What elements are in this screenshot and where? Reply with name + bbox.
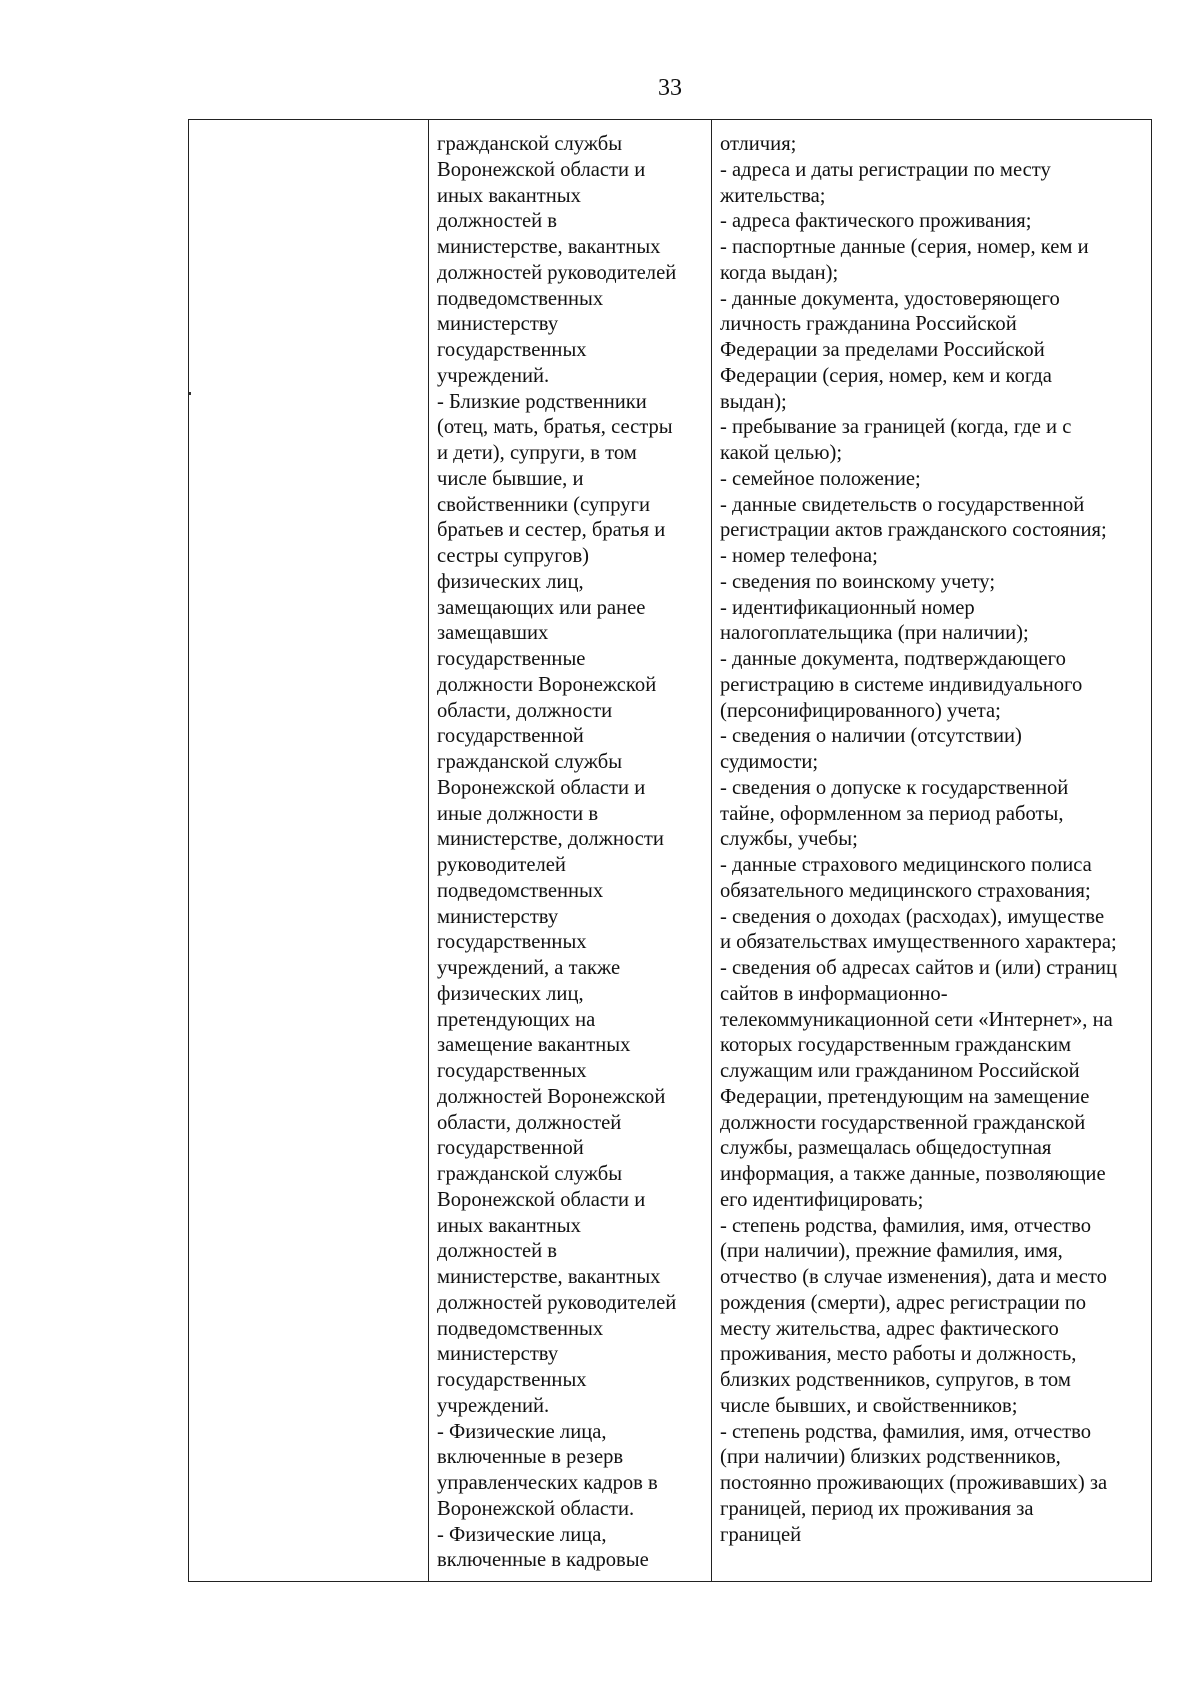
data-list-line: (персонифицированного) учета;: [720, 699, 1001, 722]
categories-text: [437, 132, 705, 1574]
data-list-line: числе бывших, и свойственников;: [720, 1394, 1018, 1417]
categories-line: физических лиц,: [437, 982, 584, 1005]
data-list-line: (при наличии), прежние фамилия, имя,: [720, 1240, 1063, 1263]
categories-line: области, должностей: [437, 1111, 622, 1134]
categories-line: государственных: [437, 1369, 587, 1391]
data-list-line: сайтов в информационно-: [720, 982, 948, 1005]
categories-line: - Физические лица,: [437, 1523, 607, 1546]
data-list-line: - данные документа, подтверждающего: [720, 648, 1066, 670]
categories-line: должностей руководителей: [437, 1291, 677, 1314]
data-list-line: границей, период их проживания за: [720, 1497, 1034, 1520]
categories-line: Воронежской области и: [437, 158, 646, 181]
data-list-line: Федерации (серия, номер, кем и когда: [720, 364, 1052, 387]
data-list-line: налогоплательщика (при наличии);: [720, 622, 1029, 645]
data-list-line: - сведения о допуске к государственной: [720, 776, 1069, 799]
categories-line: должностей в: [437, 1240, 558, 1263]
data-list-line: месту жительства, адрес фактического: [720, 1317, 1059, 1340]
categories-line: учреждений, а также: [437, 957, 621, 979]
data-list-line: регистрации актов гражданского состояния;: [720, 519, 1107, 542]
data-list-line: - сведения о доходах (расходах), имуществе: [720, 905, 1105, 928]
categories-line: государственной: [437, 1137, 584, 1160]
categories-line: иные должности в: [437, 802, 599, 825]
categories-line: должности Воронежской: [437, 673, 657, 696]
categories-line: гражданской службы: [437, 751, 623, 773]
page-number: 33: [658, 75, 682, 101]
data-list-line: Федерации за пределами Российской: [720, 339, 1045, 361]
data-list-line: тайне, оформленном за период работы,: [720, 802, 1064, 825]
categories-line: Воронежской области.: [437, 1497, 635, 1520]
data-list-line: службы, учебы;: [720, 828, 858, 851]
categories-line: (отец, мать, братья, сестры: [437, 416, 673, 439]
data-list-line: жительства;: [720, 184, 826, 207]
categories-line: сестры супругов): [437, 545, 590, 567]
table-cell-empty: [189, 120, 429, 1582]
data-list-line: - данные свидетельств о государственной: [720, 493, 1085, 516]
data-list-line: которых государственным гражданским: [720, 1034, 1072, 1057]
data-list-line: отчество (в случае изменения), дата и место: [720, 1266, 1107, 1288]
data-list-line: границей: [720, 1523, 802, 1546]
categories-line: должностей руководителей: [437, 261, 677, 284]
data-list-line: - сведения о наличии (отсутствии): [720, 725, 1022, 748]
categories-line: свойственники (супруги: [437, 493, 650, 516]
data-list-line: - сведения об адресах сайтов и (или) страниц: [720, 957, 1118, 979]
data-list-line: проживания, место работы и должность,: [720, 1343, 1077, 1366]
data-list-line: отличия;: [720, 133, 797, 155]
data-list-line: - адреса и даты регистрации по месту: [720, 158, 1051, 181]
categories-line: претендующих на: [437, 1008, 596, 1031]
data-list-line: - пребывание за границей (когда, где и с: [720, 416, 1072, 439]
categories-line: министерстве, вакантных: [437, 236, 661, 258]
data-list-line: информация, а также данные, позволяющие: [720, 1163, 1106, 1185]
table-row: [189, 120, 1152, 1582]
data-list-line: - данные документа, удостоверяющего: [720, 287, 1060, 310]
categories-line: замещавших: [437, 622, 549, 645]
data-list-line: - адреса фактического проживания;: [720, 210, 1032, 233]
data-list-line: - степень родства, фамилия, имя, отчество: [720, 1420, 1091, 1443]
categories-line: государственные: [437, 648, 586, 670]
categories-line: гражданской службы: [437, 133, 623, 155]
categories-line: области, должности: [437, 699, 613, 722]
categories-line: руководителей: [437, 854, 566, 876]
categories-line: замещение вакантных: [437, 1034, 631, 1057]
categories-line: числе бывшие, и: [437, 467, 584, 490]
categories-line: должностей в: [437, 210, 558, 233]
data-list-line: - семейное положение;: [720, 467, 921, 490]
data-list-line: его идентифицировать;: [720, 1188, 924, 1211]
data-list-line: выдан);: [720, 390, 787, 413]
categories-line: государственных: [437, 931, 587, 954]
data-list-line: службы, размещалась общедоступная: [720, 1137, 1052, 1160]
data-list-line: - паспортные данные (серия, номер, кем и: [720, 236, 1089, 258]
categories-line: гражданской службы: [437, 1163, 623, 1185]
data-list-line: - номер телефона;: [720, 545, 878, 567]
data-table: [188, 119, 1152, 1582]
data-list-line: телекоммуникационной сети «Интернет», на: [720, 1008, 1113, 1031]
data-list-line: - идентификационный номер: [720, 596, 975, 619]
categories-line: иных вакантных: [437, 1214, 581, 1237]
categories-line: министерству: [437, 1343, 559, 1366]
categories-line: государственных: [437, 339, 587, 361]
categories-line: подведомственных: [437, 1317, 604, 1340]
data-list-line: и обязательствах имущественного характера;: [720, 931, 1117, 954]
data-list-line: личность гражданина Российской: [720, 313, 1017, 336]
categories-line: учреждений.: [437, 1394, 550, 1417]
data-list-line: должности государственной гражданской: [720, 1111, 1086, 1134]
table-cell-data-list: [712, 120, 1152, 1582]
categories-line: - Физические лица,: [437, 1420, 607, 1443]
data-list-line: служащим или гражданином Российской: [720, 1060, 1080, 1082]
categories-line: государственных: [437, 1060, 587, 1082]
categories-line: физических лиц,: [437, 570, 584, 593]
categories-line: замещающих или ранее: [437, 596, 646, 619]
categories-line: должностей Воронежской: [437, 1085, 666, 1108]
categories-line: подведомственных: [437, 287, 604, 310]
categories-line: учреждений.: [437, 364, 550, 387]
data-list-line: (при наличии) близких родственников,: [720, 1446, 1061, 1469]
categories-line: государственной: [437, 725, 584, 748]
categories-line: и дети), супруги, в том: [437, 442, 637, 464]
categories-line: Воронежской области и: [437, 776, 646, 799]
categories-line: иных вакантных: [437, 184, 581, 207]
data-list-text: [720, 132, 1145, 1548]
data-list-line: судимости;: [720, 751, 819, 773]
categories-line: Воронежской области и: [437, 1188, 646, 1211]
categories-line: министерству: [437, 313, 559, 336]
data-list-line: - сведения по воинскому учету;: [720, 570, 996, 593]
data-list-line: Федерации, претендующим на замещение: [720, 1085, 1090, 1108]
categories-line: министерству: [437, 905, 559, 928]
categories-line: министерстве, должности: [437, 828, 664, 851]
categories-line: включенные в кадровые: [437, 1549, 649, 1572]
categories-line: подведомственных: [437, 879, 604, 902]
categories-line: братьев и сестер, братья и: [437, 519, 666, 542]
categories-line: включенные в резерв: [437, 1446, 624, 1469]
data-list-line: когда выдан);: [720, 261, 839, 284]
table-cell-categories: [429, 120, 712, 1582]
data-list-line: регистрацию в системе индивидуального: [720, 673, 1083, 696]
categories-line: - Близкие родственники: [437, 390, 647, 413]
categories-line: министерстве, вакантных: [437, 1266, 661, 1288]
data-list-line: какой целью);: [720, 442, 843, 464]
data-list-line: близких родственников, супругов, в том: [720, 1369, 1071, 1391]
data-list-line: - данные страхового медицинского полиса: [720, 854, 1092, 876]
categories-line: управленческих кадров в: [437, 1472, 658, 1494]
data-list-line: - степень родства, фамилия, имя, отчество: [720, 1214, 1091, 1237]
data-list-line: постоянно проживающих (проживавших) за: [720, 1472, 1108, 1494]
data-list-line: рождения (смерти), адрес регистрации по: [720, 1291, 1087, 1314]
data-list-line: обязательного медицинского страхования;: [720, 879, 1091, 902]
